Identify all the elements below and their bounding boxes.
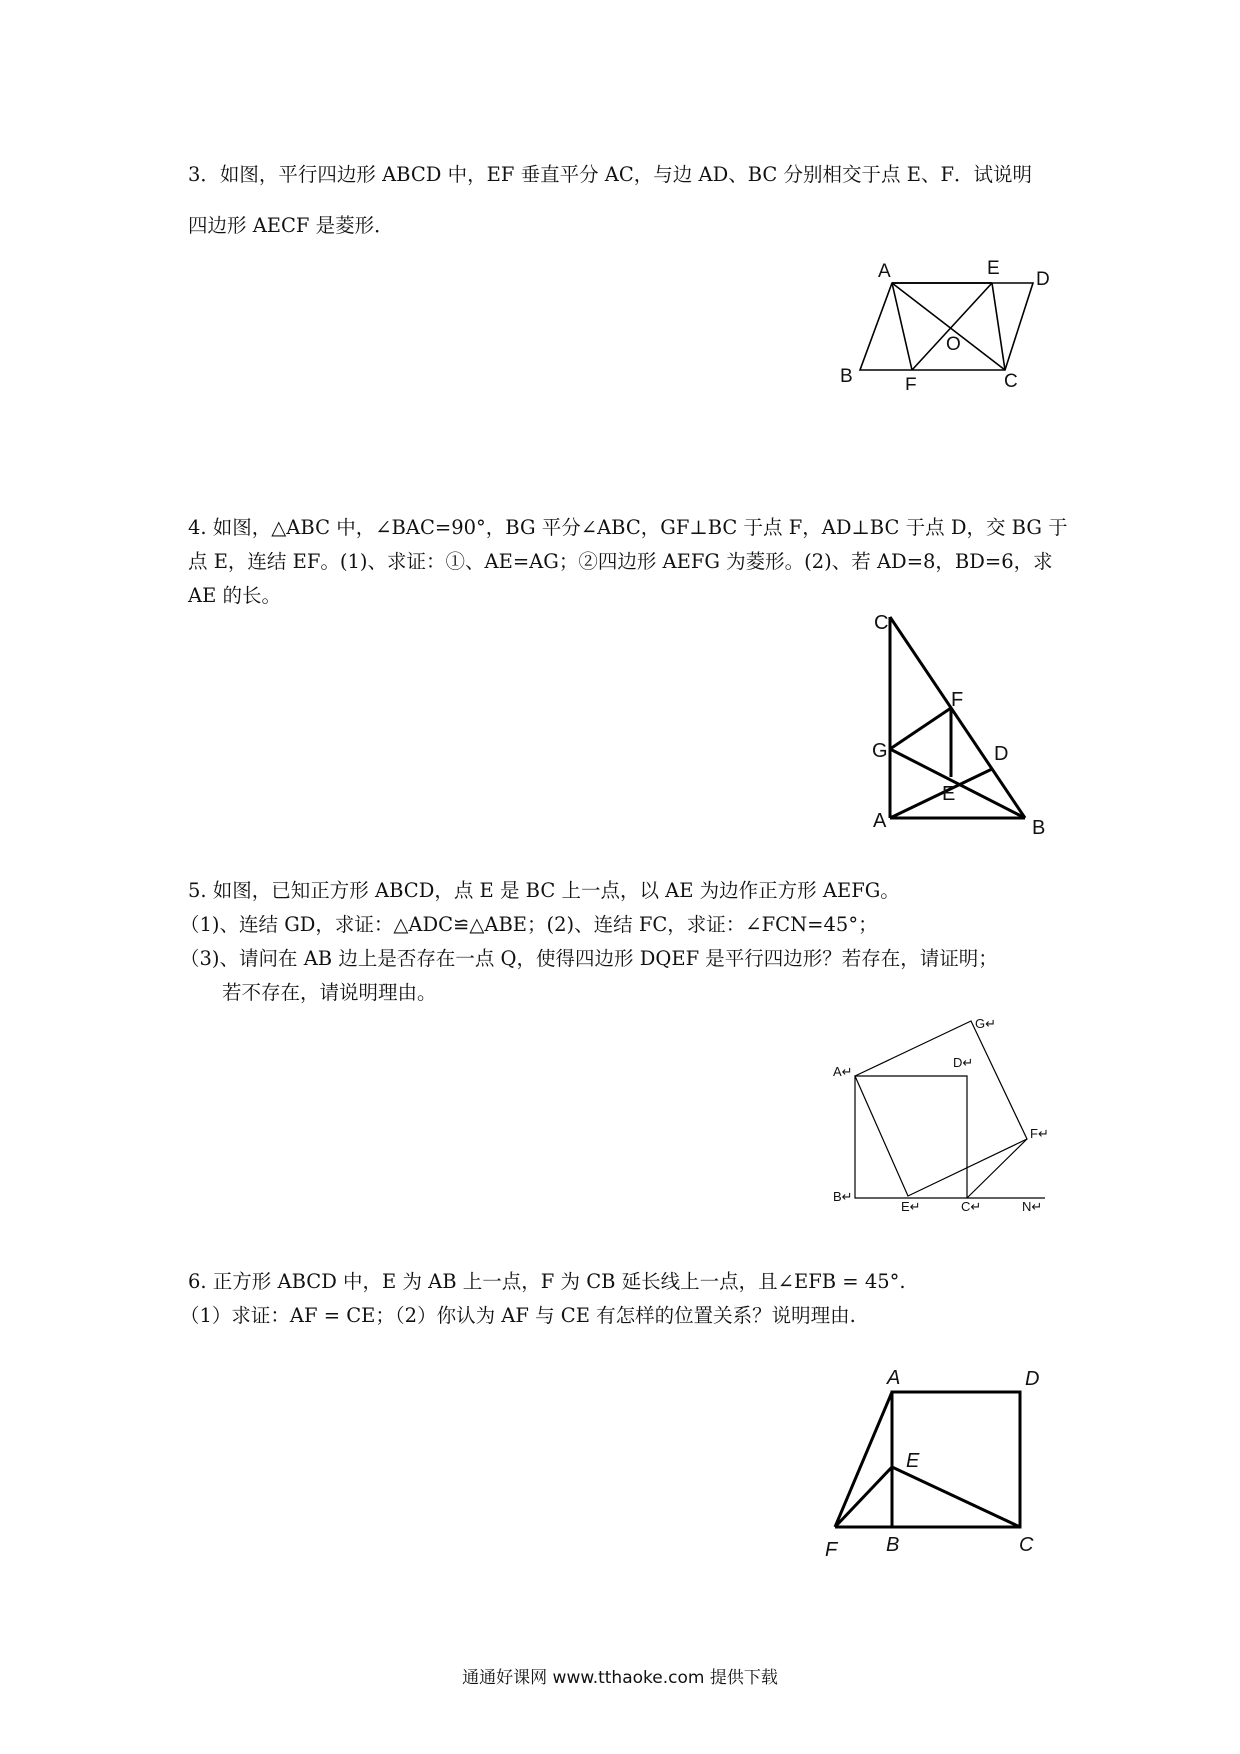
fig4-label-B: B — [1032, 817, 1046, 839]
problem-6-line-1: 6. 正方形 ABCD 中，E 为 AB 上一点，F 为 CB 延长线上一点，且∠EFB = 45°. — [188, 1270, 906, 1293]
fig4-label-E: E — [942, 783, 956, 805]
fig5-label-C: C↵ — [961, 1199, 982, 1214]
fig3-label-O: O — [946, 334, 961, 355]
fig3-label-E: E — [987, 258, 1000, 279]
figure-4-right-triangle — [860, 605, 1060, 845]
problem-3-line-2: 四边形 AECF 是菱形． — [188, 214, 394, 237]
fig6-label-A: A — [887, 1367, 901, 1389]
fig5-label-F: F↵ — [1030, 1126, 1049, 1141]
fig5-label-N: N↵ — [1022, 1199, 1043, 1214]
fig3-label-C: C — [1004, 371, 1018, 390]
problem-4-line-2: 点 E，连结 EF。(1)、求证：①、AE=AG；②四边形 AEFG 为菱形。(2)、若 AD=8，BD=6，求 — [188, 550, 1053, 573]
fig5-label-A: A↵ — [833, 1064, 853, 1079]
figure-3-parallelogram — [830, 250, 1070, 390]
fig4-label-C: C — [874, 612, 889, 634]
fig6-label-E: E — [906, 1450, 920, 1472]
fig6-label-B: B — [886, 1534, 900, 1556]
fig6-label-C: C — [1019, 1534, 1034, 1556]
fig4-label-G: G — [872, 740, 888, 762]
fig3-label-F: F — [905, 375, 917, 390]
figure-5-two-squares — [825, 1010, 1065, 1215]
fig3-label-D: D — [1036, 269, 1050, 290]
problem-4-line-1: 4. 如图，△ABC 中，∠BAC=90°，BG 平分∠ABC，GF⊥BC 于点 F，AD⊥BC 于点 D，交 BG 于 — [188, 516, 1068, 539]
problem-5-line-2: （1)、连结 GD，求证：△ADC≌△ABE；(2)、连结 FC，求证：∠FCN=45°； — [180, 913, 878, 936]
fig3-label-A: A — [878, 261, 891, 282]
fig4-label-F: F — [951, 689, 964, 711]
fig5-label-G: G↵ — [975, 1016, 997, 1031]
problem-4-line-3: AE 的长。 — [188, 584, 282, 607]
fig4-label-A: A — [873, 810, 887, 832]
problem-6-line-2: （1）求证：AF = CE；（2）你认为 AF 与 CE 有怎样的位置关系？说明理由. — [180, 1304, 856, 1327]
problem-3-line-1: 3．如图，平行四边形 ABCD 中，EF 垂直平分 AC，与边 AD、BC 分别相交于点 E、F．试说明 — [188, 163, 1032, 186]
problem-5-line-1: 5. 如图，已知正方形 ABCD，点 E 是 BC 上一点，以 AE 为边作正方形 AEFG。 — [188, 879, 900, 902]
fig5-label-B: B↵ — [833, 1189, 853, 1204]
figure-6-square-abcd — [815, 1360, 1055, 1560]
fig6-label-D: D — [1025, 1368, 1040, 1390]
fig3-label-B: B — [840, 366, 853, 387]
page-footer: 通通好课网 www.tthaoke.com 提供下载 — [462, 1668, 778, 1688]
fig6-label-F: F — [825, 1539, 838, 1560]
fig5-label-D: D↵ — [953, 1055, 974, 1070]
fig5-label-E: E↵ — [901, 1199, 921, 1214]
fig4-label-D: D — [994, 743, 1009, 765]
problem-5-line-3: （3)、请问在 AB 边上是否存在一点 Q，使得四边形 DQEF 是平行四边形？若存在，请证明； — [180, 947, 998, 970]
problem-5-line-4: 若不存在，请说明理由。 — [222, 981, 437, 1004]
